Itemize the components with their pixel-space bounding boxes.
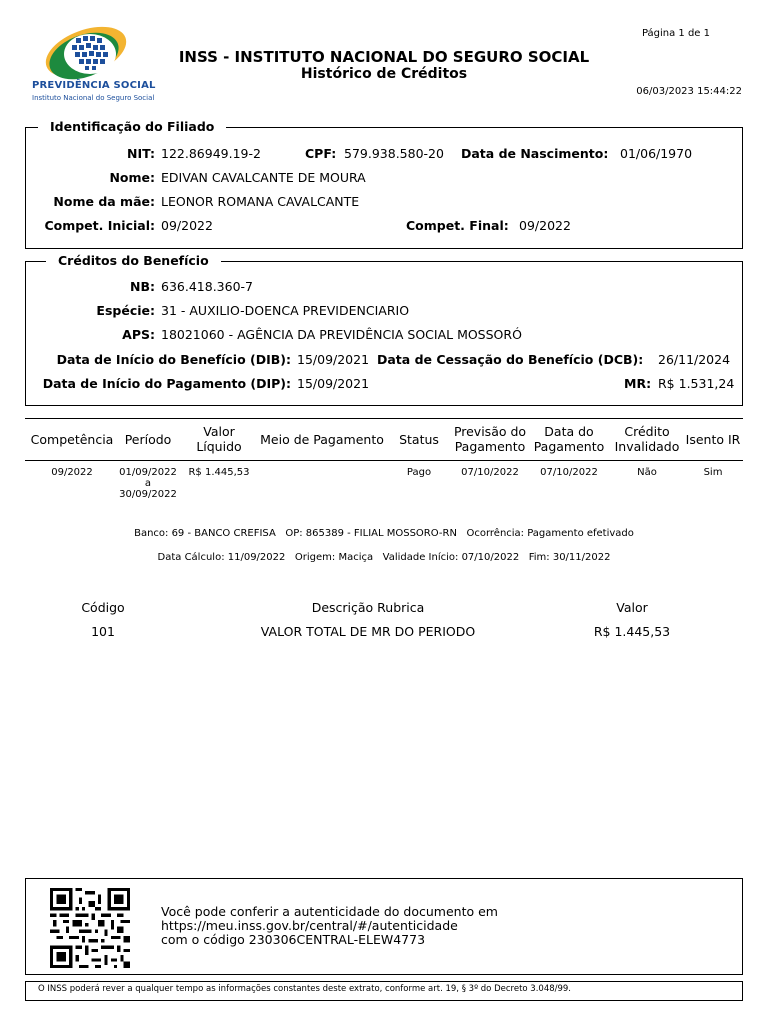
nit-label: NIT: [127, 146, 155, 161]
th-previsao: Previsão do Pagamento [453, 424, 527, 454]
th-status: Status [399, 432, 439, 447]
auth-link[interactable]: https://meu.inss.gov.br/central/#/autenticidade [161, 918, 458, 933]
cell-competencia: 09/2022 [51, 467, 93, 478]
logo-subtitle: Instituto Nacional do Seguro Social [32, 94, 155, 102]
cell-invalidado: Não [637, 467, 657, 478]
calc-info: Data Cálculo: 11/09/2022 Origem: Maciça Validade Início: 07/10/2022 Fim: 30/11/2022 [157, 552, 611, 563]
th-meio: Meio de Pagamento [260, 432, 384, 447]
th-credito-invalidado: Crédito Invalidado [614, 424, 680, 454]
birthdate-value: 01/06/1970 [620, 146, 693, 161]
cell-valor: R$ 1.445,53 [188, 467, 250, 478]
compet-inicial-value: 09/2022 [161, 218, 213, 233]
mae-label: Nome da mãe: [53, 194, 155, 209]
table-top-rule [25, 418, 743, 419]
especie-label: Espécie: [96, 303, 155, 318]
compet-final-label: Compet. Final: [406, 218, 509, 233]
dib-label: Data de Início do Benefício (DIB): [56, 352, 291, 367]
cell-periodo: 01/09/2022 a 30/09/2022 [119, 467, 177, 500]
mr-label: MR: [624, 376, 652, 391]
qr-code-icon [50, 888, 130, 968]
auth-line-1: Você pode conferir a autenticidade do documento em [161, 904, 498, 919]
nome-label: Nome: [109, 170, 155, 185]
document-title: INSS - INSTITUTO NACIONAL DO SEGURO SOCIAL [178, 48, 590, 66]
nb-label: NB: [130, 279, 155, 294]
beneficio-legend: Créditos do Benefício [46, 253, 221, 268]
cpf-label: CPF: [305, 146, 337, 161]
cell-status: Pago [406, 467, 432, 478]
compet-final-value: 09/2022 [519, 218, 571, 233]
rubrica-codigo-header: Código [81, 600, 125, 615]
rubrica-descricao: VALOR TOTAL DE MR DO PERIODO [260, 624, 476, 639]
th-periodo: Período [124, 432, 172, 447]
nome-value: EDIVAN CAVALCANTE DE MOURA [161, 170, 366, 185]
timestamp: 06/03/2023 15:44:22 [636, 86, 742, 97]
dcb-label: Data de Cessação do Benefício (DCB): [377, 352, 644, 367]
mr-value: R$ 1.531,24 [658, 376, 735, 391]
compet-inicial-label: Compet. Inicial: [44, 218, 155, 233]
dcb-value: 26/11/2024 [658, 352, 731, 367]
especie-value: 31 - AUXILIO-DOENCA PREVIDENCIARIO [161, 303, 410, 318]
filiado-legend: Identificação do Filiado [38, 119, 226, 134]
aps-label: APS: [122, 327, 155, 342]
birthdate-label: Data de Nascimento: [461, 146, 609, 161]
cell-data-pagamento: 07/10/2022 [540, 467, 598, 478]
table-header-rule [25, 460, 743, 461]
footer-note: O INSS poderá rever a qualquer tempo as informações constantes deste extrato, conforme art. 19, § 3º do Decreto 3.048/99. [38, 984, 572, 994]
auth-code: com o código 230306CENTRAL-ELEW4773 [161, 932, 426, 947]
page-number: Página 1 de 1 [641, 28, 710, 39]
bank-info: Banco: 69 - BANCO CREFISA OP: 865389 - FILIAL MOSSORO-RN Ocorrência: Pagamento efetivado [134, 528, 634, 539]
th-data-pagamento: Data do Pagamento [533, 424, 605, 454]
dib-value: 15/09/2021 [297, 352, 370, 367]
th-competencia: Competência [30, 432, 114, 447]
cell-previsao: 07/10/2022 [461, 467, 519, 478]
th-valor: Valor Líquido [196, 424, 242, 454]
cpf-value: 579.938.580-20 [344, 146, 444, 161]
nb-value: 636.418.360-7 [161, 279, 253, 294]
aps-value: 18021060 - AGÊNCIA DA PREVIDÊNCIA SOCIAL MOSSORÓ [161, 327, 522, 342]
mae-value: LEONOR ROMANA CAVALCANTE [161, 194, 360, 209]
rubrica-descricao-header: Descrição Rubrica [311, 600, 425, 615]
logo-brand: PREVIDÊNCIA SOCIAL [32, 80, 156, 91]
dip-label: Data de Início do Pagamento (DIP): [42, 376, 291, 391]
rubrica-codigo: 101 [91, 624, 115, 639]
th-isento-ir: Isento IR [685, 432, 741, 447]
dip-value: 15/09/2021 [297, 376, 370, 391]
rubrica-valor: R$ 1.445,53 [593, 624, 671, 639]
nit-value: 122.86949.19-2 [161, 146, 261, 161]
document-subtitle: Histórico de Créditos [300, 66, 468, 82]
authenticity-text [161, 905, 498, 947]
rubrica-valor-header: Valor [616, 600, 648, 615]
cell-isento: Sim [703, 467, 723, 478]
